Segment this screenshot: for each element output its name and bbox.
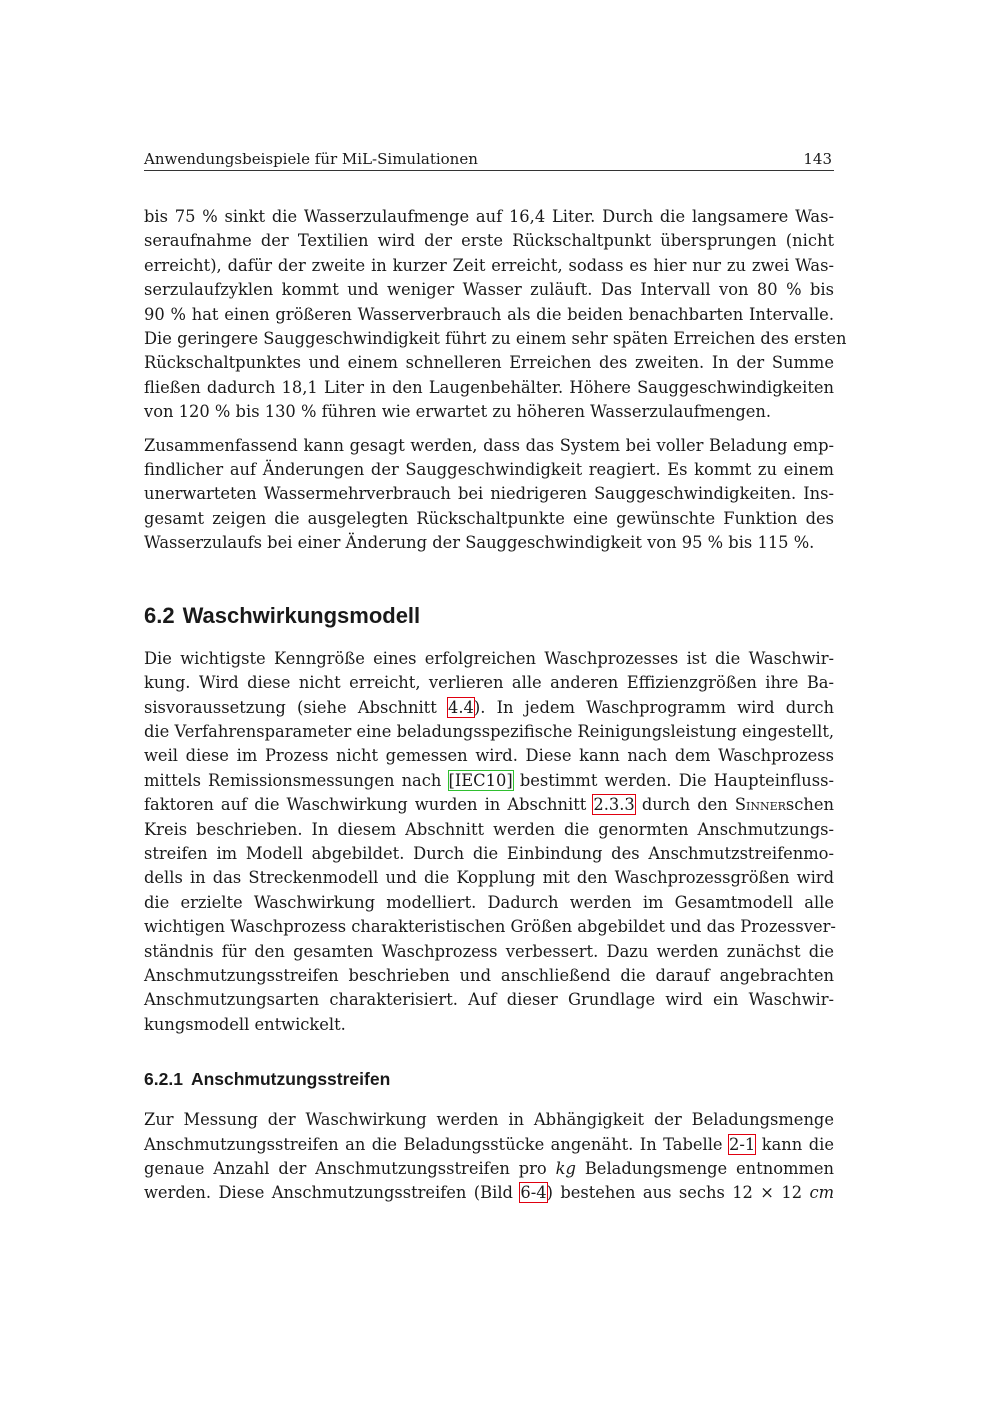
text-line: Kreis beschrieben. In diesem Abschnitt werden die genormten Anschmutzungs- (144, 819, 834, 839)
text-line: die erzielte Waschwirkung modelliert. Dadurch werden im Gesamtmodell alle (144, 892, 834, 912)
section-number: 6.2 (144, 602, 175, 628)
text-line (144, 696, 834, 720)
text-line: serzulaufzyklen kommt und weniger Wasser zuläuft. Das Intervall von 80 % bis (144, 280, 834, 300)
text-segment: Beladungsmenge entnommen (575, 1159, 834, 1178)
text-line: Zusammenfassend kann gesagt werden, dass das System bei voller Beladung emp- (144, 435, 834, 455)
text-line: Rückschaltpunktes und einem schnelleren Erreichen des zweiten. In der Summe (144, 353, 834, 373)
text-line: gesamt zeigen die ausgelegten Rückschaltpunkte eine gewünschte Funktion des (144, 508, 834, 528)
small-caps-name: Sinner (734, 795, 786, 815)
page-number: 143 (803, 150, 832, 168)
text-segment: kann die (755, 1134, 834, 1154)
text-line: bis 75 % sinkt die Wasserzulaufmenge auf 16,4 Liter. Durch die langsamere Was- (144, 207, 834, 226)
text-line: fließen dadurch 18,1 Liter in den Laugenbehälter. Höhere Sauggeschwindigkeiten (144, 377, 834, 397)
unit-kg: kg (555, 1159, 576, 1178)
text-line: weil diese im Prozess nicht gemessen wird. Diese kann nach dem Waschprozess (144, 746, 834, 766)
section-title: Waschwirkungsmodell (182, 602, 421, 628)
unit-cm: cm (809, 1183, 835, 1203)
text-line: wichtigen Waschprozess charakteristischen Größen abgebildet und das Prozessver- (144, 917, 836, 937)
text-segment: Anschmutzungsstreifen an die Beladungsstücke angenäht. In Tabelle (144, 1134, 730, 1154)
text-line: unerwarteten Wassermehrverbrauch bei niedrigeren Sauggeschwindigkeiten. Ins- (144, 484, 834, 504)
text-segment: werden. Diese Anschmutzungsstreifen (Bild (144, 1183, 521, 1203)
subsection-number: 6.2.1 (144, 1069, 183, 1090)
section-ref-link[interactable]: 4.4 (447, 697, 474, 717)
text-line: kungsmodell entwickelt. (144, 1014, 346, 1034)
citation-link[interactable]: [IEC10] (448, 770, 513, 790)
text-line: Die geringere Sauggeschwindigkeit führt zu einem sehr späten Erreichen des ersten (144, 329, 847, 349)
paragraph (144, 205, 847, 425)
text-segment: mittels Remissionsmessungen nach (144, 770, 449, 790)
text-line: Anschmutzungsstreifen beschrieben und anschließend die darauf angebrachten (144, 965, 834, 985)
table-ref-link[interactable]: 2-1 (729, 1134, 756, 1154)
text-segment: faktoren auf die Waschwirkung wurden in Abschnitt (144, 795, 594, 815)
text-segment: bestimmt werden. Die Haupteinfluss- (512, 770, 834, 790)
text-line: findlicher auf Änderungen der Sauggeschwindigkeit reagiert. Es kommt zu einem (144, 460, 834, 480)
text-line: seraufnahme der Textilien wird der erste Rückschaltpunkt übersprungen (nicht (144, 231, 834, 251)
page-content (144, 148, 847, 1206)
text-line: von 120 % bis 130 % führen wie erwartet zu höheren Wasserzulaufmengen. (144, 402, 772, 422)
text-segment: durch den (634, 795, 735, 815)
text-line: streifen im Modell abgebildet. Durch die Einbindung des Anschmutzstreifenmo- (144, 843, 834, 863)
paragraph (144, 434, 834, 556)
text-line: kung. Wird diese nicht erreicht, verlieren alle anderen Effizienzgrößen ihre Ba- (144, 673, 834, 693)
paragraph (144, 1108, 834, 1206)
section-heading (144, 602, 834, 630)
running-header-title: Anwendungsbeispiele für MiL-Simulationen (144, 150, 478, 168)
text-segment: genaue Anzahl der Anschmutzungsstreifen pro (144, 1159, 556, 1178)
text-segment: ). In jedem Waschprogramm wird durch (473, 697, 834, 717)
text-line (144, 769, 834, 793)
text-line: Anschmutzungsarten charakterisiert. Auf dieser Grundlage wird ein Waschwir- (144, 990, 834, 1010)
text-segment: ) bestehen aus sechs 12 × 12 (546, 1183, 810, 1203)
text-line: 90 % hat einen größeren Wasserverbrauch als die beiden benachbarten Intervalle. (144, 304, 834, 324)
figure-ref-link[interactable]: 6-4 (520, 1183, 547, 1203)
text-segment: sisvoraussetzung (siehe Abschnitt (144, 697, 448, 717)
subsection-title: Anschmutzungsstreifen (190, 1069, 391, 1090)
text-line: erreicht), dafür der zweite in kurzer Zeit erreicht, sodass es hier nur zu zwei Was- (144, 255, 834, 275)
paragraph (144, 647, 834, 1038)
text-line: dells in das Streckenmodell und die Kopplung mit den Waschprozessgrößen wird (144, 868, 834, 888)
text-line (144, 1157, 834, 1181)
text-line: ständnis für den gesamten Waschprozess verbessert. Dazu werden zunächst die (144, 941, 834, 961)
section-ref-link[interactable]: 2.3.3 (593, 795, 635, 815)
text-line: Wasserzulaufs bei einer Änderung der Sauggeschwindigkeit von 95 % bis 115 %. (144, 533, 815, 553)
text-segment: schen (785, 795, 834, 815)
subsection-heading (144, 1067, 834, 1091)
text-line: die Verfahrensparameter eine beladungsspezifische Reinigungsleistung eingestellt, (144, 721, 835, 741)
running-header (144, 148, 834, 171)
text-line (144, 1133, 834, 1157)
text-line: Die wichtigste Kenngröße eines erfolgreichen Waschprozesses ist die Waschwir- (144, 648, 834, 668)
text-line (144, 793, 834, 817)
text-line: Zur Messung der Waschwirkung werden in Abhängigkeit der Beladungsmenge (144, 1110, 834, 1130)
text-line (144, 1181, 834, 1205)
